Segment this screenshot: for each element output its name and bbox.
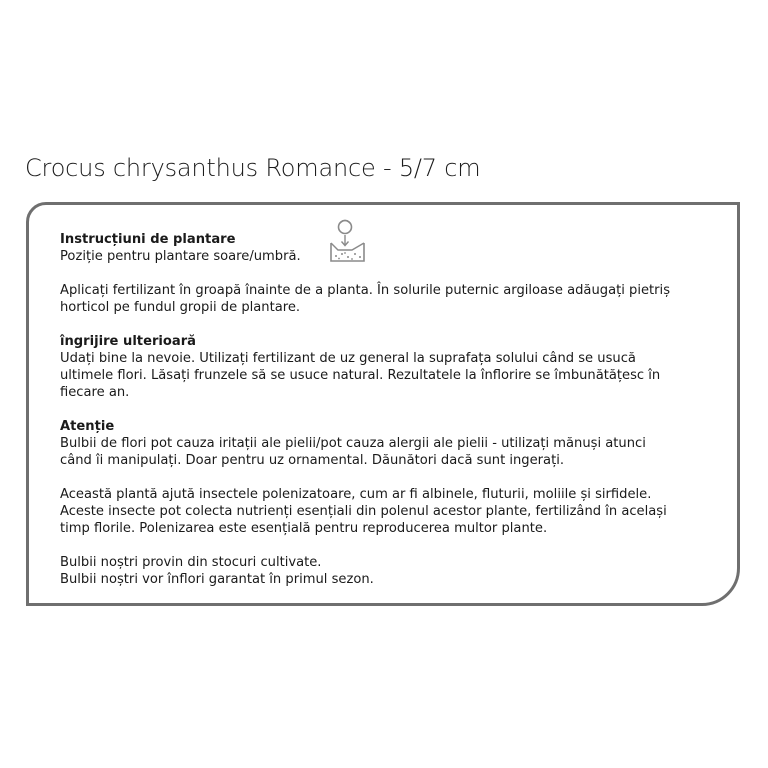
pollinators-line: Aceste insecte pot colecta nutrienți esențiali din polenul acestor plante, fertilizând în același	[60, 504, 667, 519]
origin-line: Bulbii noștri provin din stocuri cultivate.	[60, 555, 322, 570]
origin-section	[60, 554, 720, 588]
origin-line: Bulbii noștri vor înflori garantat în primul sezon.	[60, 572, 374, 587]
planting-position: Poziție pentru plantare soare/umbră.	[60, 249, 301, 264]
care-heading: îngrijire ulterioară	[60, 334, 197, 349]
warning-line: când îi manipulați. Doar pentru uz ornamental. Dăunători dacă sunt ingerați.	[60, 453, 565, 468]
fertilizer-section	[60, 282, 720, 316]
pollinators-line: Această plantă ajută insectele polenizatoare, cum ar fi albinele, fluturii, moliile și sirfidele.	[60, 487, 652, 502]
warning-line: Bulbii de flori pot cauza iritații ale pielii/pot cauza alergii ale pielii - utilizați mănuși atunci	[60, 436, 646, 451]
fertilizer-line: horticol pe fundul gropii de plantare.	[60, 300, 301, 315]
product-title: Crocus chrysanthus Romance - 5/7 cm	[25, 154, 481, 182]
fertilizer-line: Aplicați fertilizant în groapă înainte de a planta. În solurile puternic argiloase adăugați pietriș	[60, 283, 671, 298]
warning-section	[60, 418, 720, 469]
pollinators-section	[60, 486, 720, 537]
care-section	[60, 333, 720, 401]
care-line: Udați bine la nevoie. Utilizați fertilizant de uz general la suprafața solului când se usucă	[60, 351, 636, 366]
care-line: fiecare an.	[60, 385, 130, 400]
warning-heading: Atenție	[60, 419, 115, 434]
instructions-content	[60, 231, 720, 605]
planting-section	[60, 231, 720, 265]
care-line: ultimele flori. Lăsați frunzele să se usuce natural. Rezultatele la înflorire se îmbunătățesc în	[60, 368, 661, 383]
planting-heading: Instrucțiuni de plantare	[60, 232, 236, 247]
pollinators-line: timp florile. Polenizarea este esențială pentru reproducerea multor plante.	[60, 521, 548, 536]
